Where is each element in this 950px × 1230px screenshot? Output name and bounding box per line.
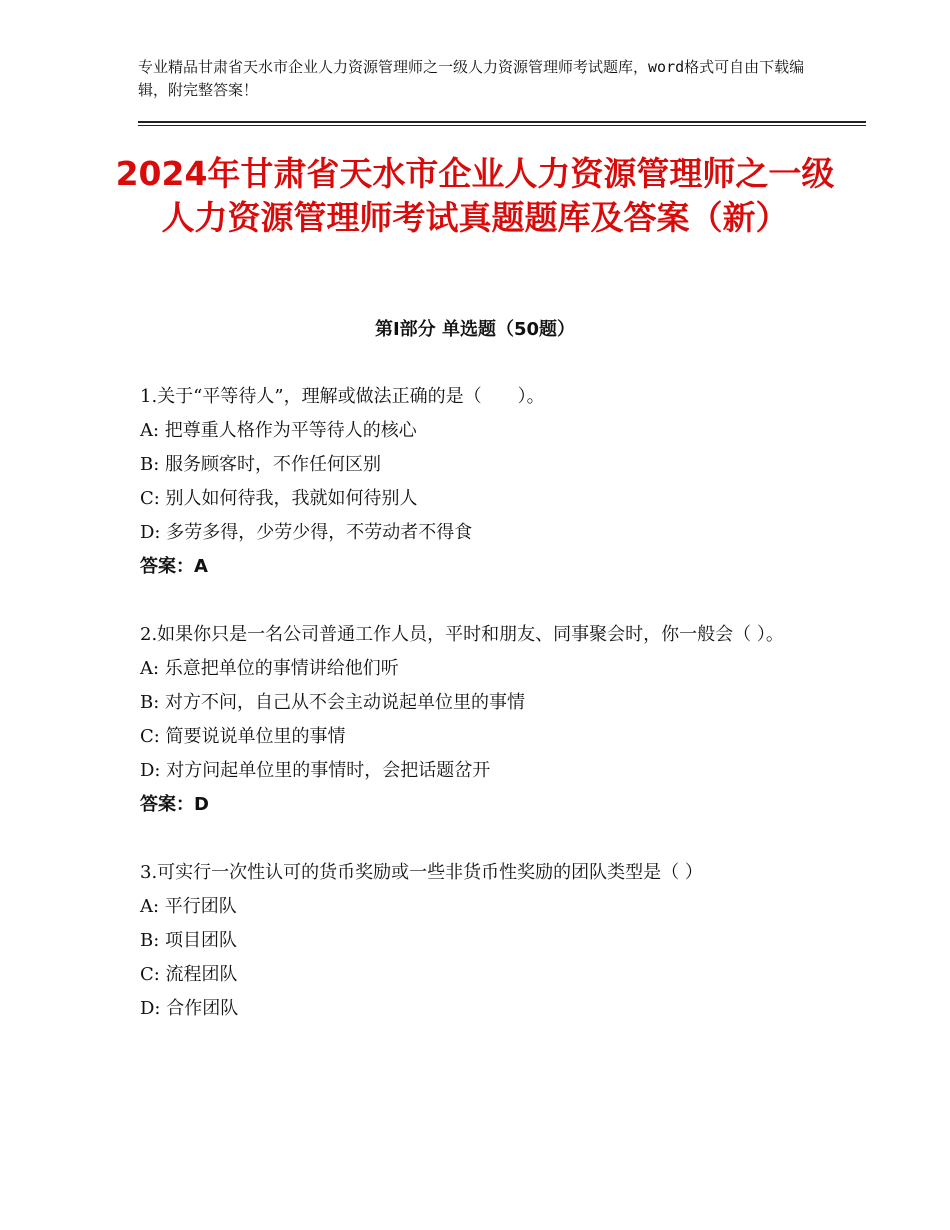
header-divider: [138, 121, 866, 123]
option-b: B: 对方不问，自己从不会主动说起单位里的事情: [140, 692, 526, 713]
answer-line: 答案：D: [140, 794, 209, 815]
answer-line: 答案：A: [140, 556, 208, 577]
option-a: A: 乐意把单位的事情讲给他们听: [140, 658, 399, 679]
option-d: D: 多劳多得，少劳少得，不劳动者不得食: [140, 522, 473, 543]
header-divider-thin: [138, 125, 866, 126]
option-b: B: 服务顾客时，不作任何区别: [140, 454, 382, 475]
section-heading: 第Ⅰ部分 单选题（50题）: [374, 319, 575, 340]
question-stem: 1.关于“平等待人”，理解或做法正确的是（ ）。: [140, 386, 545, 407]
option-a: A: 平行团队: [140, 896, 237, 917]
option-c: C: 别人如何待我，我就如何待别人: [140, 488, 418, 509]
option-a: A: 把尊重人格作为平等待人的核心: [140, 420, 417, 441]
option-c: C: 简要说说单位里的事情: [140, 726, 346, 747]
document-title: 2024年甘肃省天水市企业人力资源管理师之一级人力资源管理师考试真题题库及答案（新）: [115, 154, 835, 237]
question-item: [140, 618, 830, 822]
option-b: B: 项目团队: [140, 930, 238, 951]
option-d: D: 合作团队: [140, 998, 239, 1019]
option-c: C: 流程团队: [140, 964, 238, 985]
header-note: 专业精品甘肃省天水市企业人力资源管理师之一级人力资源管理师考试题库，word格式可自由下载编辑，附完整答案！: [138, 58, 805, 99]
question-list: [140, 380, 830, 1060]
question-item: [140, 380, 830, 584]
question-stem: 2.如果你只是一名公司普通工作人员，平时和朋友、同事聚会时，你一般会（ ）。: [140, 624, 784, 645]
option-d: D: 对方问起单位里的事情时，会把话题岔开: [140, 760, 491, 781]
question-stem: 3.可实行一次性认可的货币奖励或一些非货币性奖励的团队类型是（ ）: [140, 862, 703, 883]
question-item: [140, 856, 830, 1026]
